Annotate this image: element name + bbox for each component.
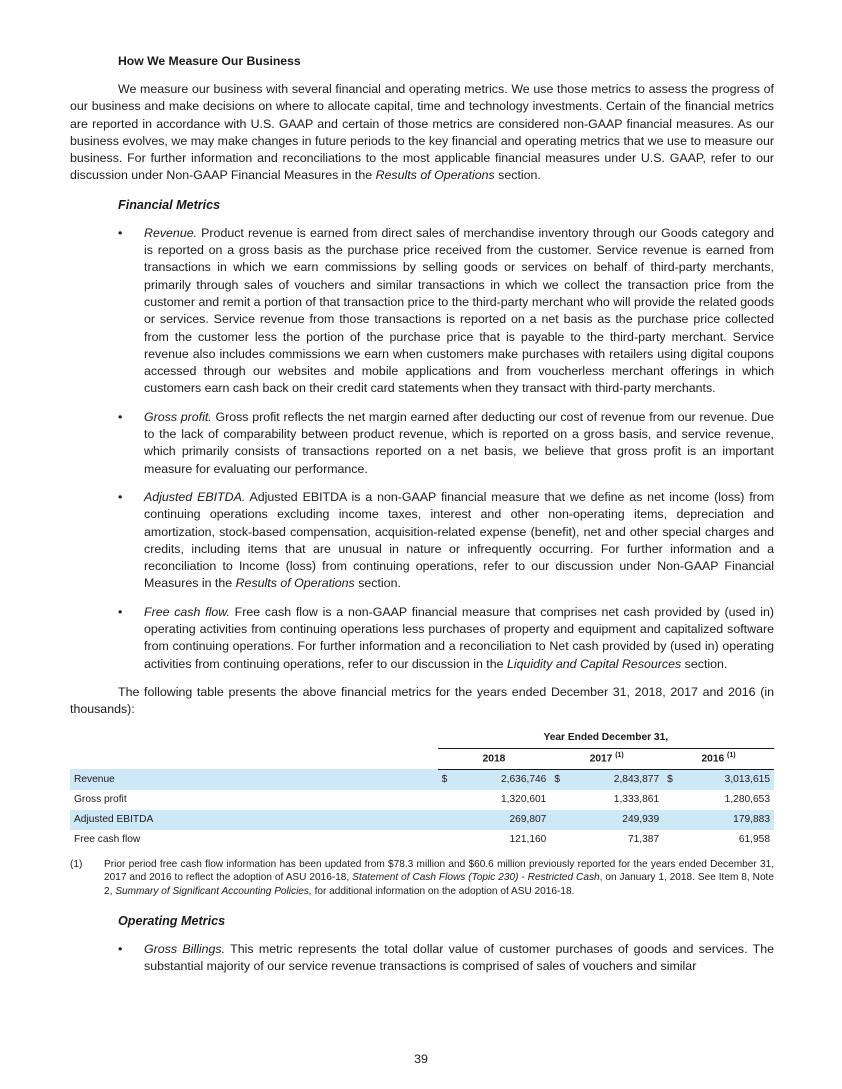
list-item xyxy=(70,225,774,398)
bullet-term: Free cash flow. xyxy=(144,604,230,619)
intro-text-end: section. xyxy=(494,168,541,183)
column-header-2018: 2018 xyxy=(438,748,551,769)
section-heading: How We Measure Our Business xyxy=(118,54,301,68)
footnote-emphasis: Statement of Cash Flows (Topic 230) - Restricted Cash xyxy=(352,872,600,884)
column-header-2017: 2017 $^{(1)}$ xyxy=(550,748,663,769)
column-header-2016: 2016 $^{(1)}$ xyxy=(663,748,774,769)
list-item xyxy=(70,941,774,976)
bullet-text: This metric represents the total dollar value of customer purchases of goods and services. The substantial majority of our service revenue transactions is comprised of sales of vouchers and similar xyxy=(144,941,774,974)
bullet-term: Revenue. xyxy=(144,225,198,240)
list-item xyxy=(70,409,774,478)
dollar-sign: $ xyxy=(663,769,685,790)
bullet-term: Gross profit. xyxy=(144,409,212,424)
list-item xyxy=(70,604,774,673)
bullet-emphasis: Results of Operations xyxy=(235,576,355,591)
bullet-icon: • xyxy=(118,409,123,424)
financial-metrics-list xyxy=(70,225,774,673)
cell-value: 1,333,861 xyxy=(613,794,660,805)
cell-value: 121,160 xyxy=(509,834,547,845)
cell-value: 1,320,601 xyxy=(501,794,547,805)
table-row xyxy=(70,790,774,810)
table-header-span-row xyxy=(70,728,774,749)
bullet-text: Adjusted EBITDA is a non-GAAP financial measure that we define as net income (loss) from continuing operations excluding income taxes, interest and other non-operating items, depreciation and amortization, stock-based compensation, acquisition-related expense (benefit), net and other special charges and credits, including items that are unusual in nature or infrequently occurring. For further information and a reconciliation to Income (loss) from continuing operations, refer to our discussion under Non-GAAP Financial Measures in the xyxy=(144,489,775,591)
intro-text: We measure our business with several financial and operating metrics. We use those metrics to assess the progress of our business and make decisions on where to allocate capital, time and technology investments. Certain of the financial metrics are reported in accordance with U.S. GAAP and certain of those metrics are considered non-GAAP financial measures. As our business evolves, we may make changes in future periods to the key financial and operating metrics that we use to measure our business. For further information and reconciliations to the most applicable financial measures under U.S. GAAP, refer to our discussion under Non-GAAP Financial Measures in the xyxy=(70,82,774,183)
table-span-header: Year Ended December 31, xyxy=(438,728,774,749)
bullet-text: Gross profit reflects the net margin earned after deducting our cost of revenue from our revenue. Due to the lack of comparability between product revenue, which is reported on a gross basis, and service revenue, which primarily consists of transactions reported on a net basis, we believe that gross profit is an important measure for evaluating our performance. xyxy=(144,409,775,476)
cell-value: 71,387 xyxy=(627,834,660,845)
cell-value: 2,636,746 xyxy=(459,769,550,790)
cell-value: 249,939 xyxy=(572,810,663,830)
bullet-text: Product revenue is earned from direct sales of merchandise inventory through our Goods category and is reported on a gross basis as the purchase price received from the customer. Service revenue is earned from transactions in which we earn commissions by selling goods or services on behalf of third-party merchants, primarily through sales of vouchers and similar transactions in which we collect the transaction price from the customer and remit a portion of that transaction price to the third-party merchant who will provide the related goods or services. Service revenue from those transactions is reported on a net basis as the purchase price collected from the customer less the portion of the purchase price that is payable to the third-party merchant. Service revenue also includes commissions we earn when customers make purchases with retailers using digital coupons accessed through our websites and mobile applications and from voucherless merchant offerings in which customers earn cash back on their credit card statements when they transact with third-party merchants. xyxy=(144,225,774,396)
cell-value: 3,013,615 xyxy=(685,769,774,790)
table-intro: The following table presents the above financial metrics for the years ended December 31, 2018, 2017 and 2016 (in thousands): xyxy=(70,684,774,717)
row-label: Adjusted EBITDA xyxy=(70,810,438,830)
cell-value: 1,280,653 xyxy=(724,794,770,805)
bullet-term: Adjusted EBITDA. xyxy=(144,489,246,504)
bullet-text: Free cash flow is a non-GAAP financial measure that comprises net cash provided by (used in) operating activities from continuing operations less purchases of property and equipment and capitalized software from continuing operations. For further information and a reconciliation to Net cash provided by (used in) operating activities from continuing operations, refer to our discussion in the xyxy=(144,604,774,671)
cell-value: 179,883 xyxy=(685,810,774,830)
bullet-text-end: section. xyxy=(354,576,401,591)
page-number: 39 xyxy=(414,1052,428,1066)
cell-value: 269,807 xyxy=(459,810,550,830)
bullet-icon: • xyxy=(118,489,123,504)
bullet-icon: • xyxy=(118,604,123,619)
table-row xyxy=(70,830,774,850)
table-footnote xyxy=(70,858,774,899)
operating-metrics-heading: Operating Metrics xyxy=(118,913,226,928)
table-row xyxy=(70,810,774,830)
row-label: Free cash flow xyxy=(74,834,141,845)
row-label: Revenue xyxy=(70,769,438,790)
dollar-sign: $ xyxy=(438,769,460,790)
list-item xyxy=(70,489,774,593)
bullet-icon: • xyxy=(118,941,123,956)
financial-metrics-heading: Financial Metrics xyxy=(118,197,221,212)
table-header-row xyxy=(70,748,774,769)
financial-metrics-table xyxy=(70,728,774,850)
cell-value: 61,958 xyxy=(738,834,770,845)
bullet-icon: • xyxy=(118,225,123,240)
bullet-term: Gross Billings. xyxy=(144,941,226,956)
operating-metrics-list xyxy=(70,941,774,976)
table-row xyxy=(70,769,774,790)
intro-emphasis: Results of Operations xyxy=(375,168,495,183)
row-label: Gross profit xyxy=(74,794,127,805)
cell-value: 2,843,877 xyxy=(572,769,663,790)
intro-paragraph xyxy=(70,81,774,185)
bullet-emphasis: Liquidity and Capital Resources xyxy=(506,656,682,671)
footnote-text: Prior period free cash flow information has been updated from $78.3 million and $60.6 million previously reported for the years ended December 31, 2017 and 2016 to reflect the adoption of ASU 2016-18, Statement of Cash Flows (Topic 230) - Restricted Cash, on January 1, 2018. See Item 8, Note 2, Summary of Significant Accounting Policies, for additional information on the adoption of ASU 2016-18. xyxy=(104,858,774,898)
dollar-sign: $ xyxy=(550,769,572,790)
page-content xyxy=(70,53,774,975)
footnote-emphasis: Summary of Significant Accounting Policies, xyxy=(115,886,312,898)
bullet-text-end: section. xyxy=(681,656,728,671)
footnote-mark: (1) xyxy=(70,858,83,870)
